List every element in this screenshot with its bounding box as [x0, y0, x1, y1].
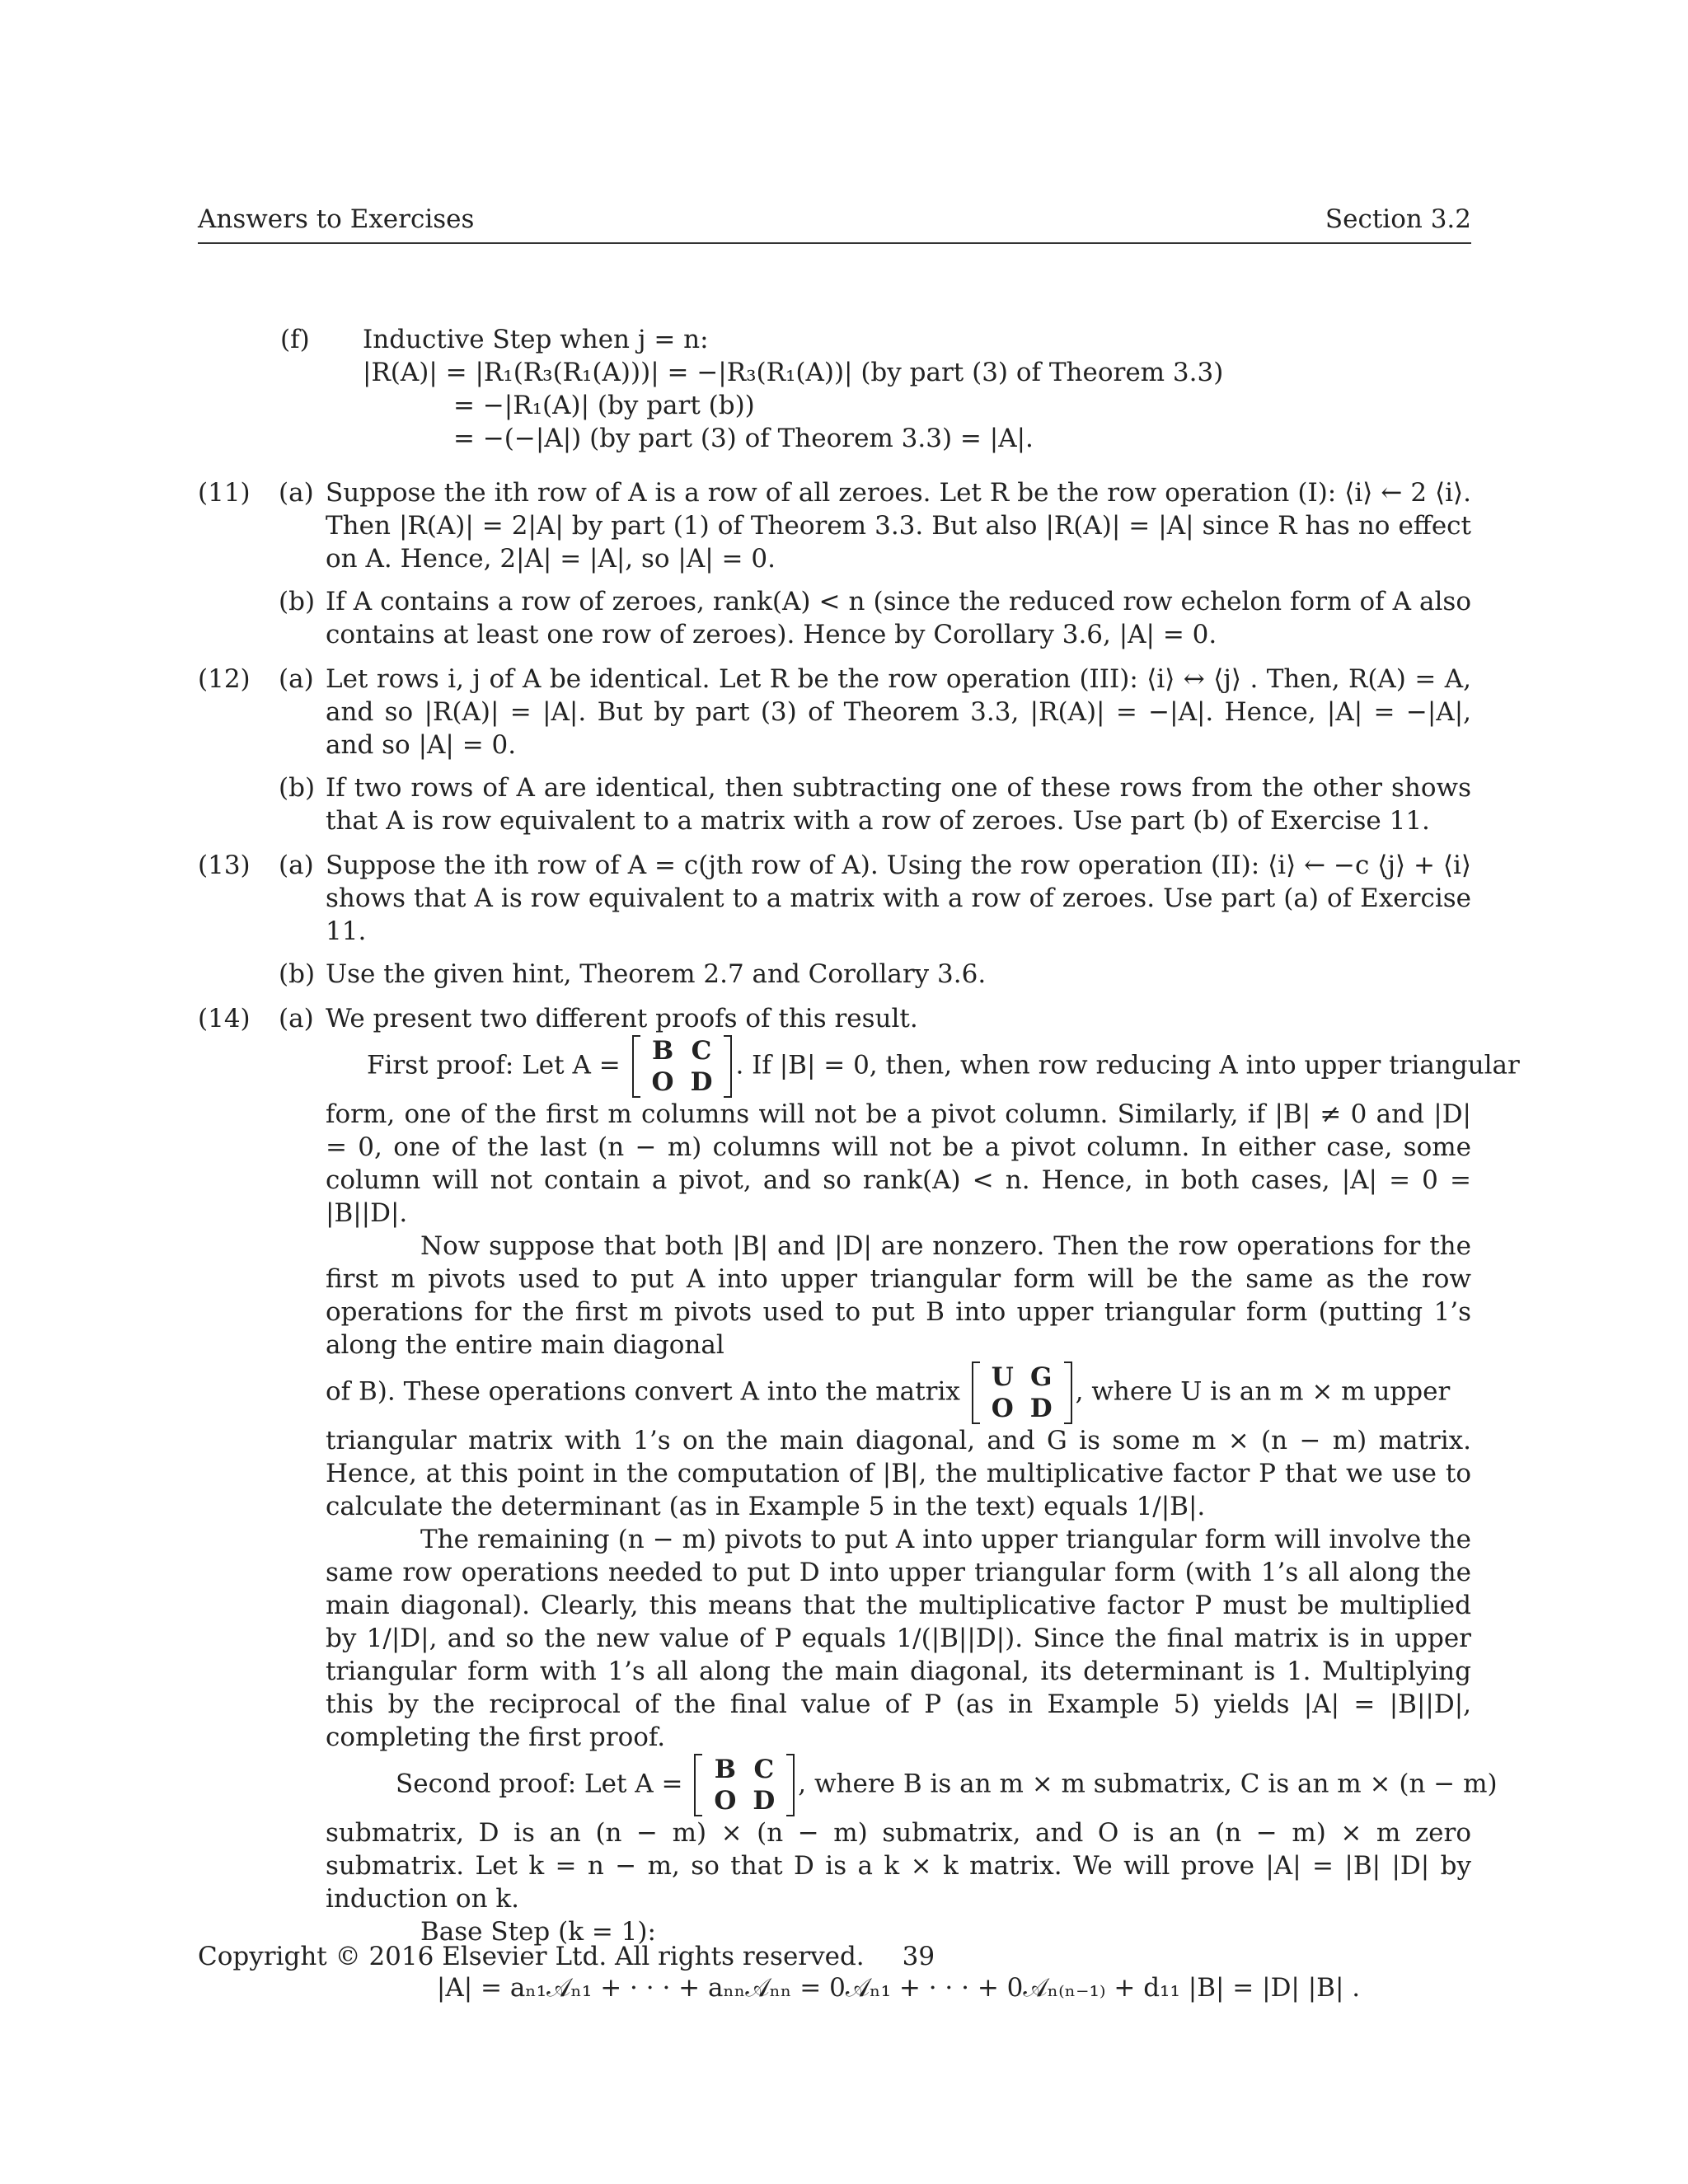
- matrix-entry: U: [991, 1362, 1014, 1392]
- matrix-entry: C: [691, 1036, 712, 1066]
- copyright-notice: Copyright © 2016 Elsevier Ltd. All rights reserved.: [198, 1942, 865, 1971]
- answers-content: [198, 323, 1520, 2014]
- f-line-4: = −(−|A|) (by part (3) of Theorem 3.3) = |A|.: [453, 424, 1034, 453]
- f-line-1: Inductive Step when j = n:: [363, 325, 709, 354]
- exercise-11-number: (11): [198, 478, 251, 508]
- exercise-13-part-b: [198, 958, 1471, 991]
- f-line-3: = −|R₁(A)| (by part (b)): [453, 391, 755, 420]
- matrix-entry: B: [714, 1755, 736, 1784]
- second-proof-lead-tail: , where B is an m × m submatrix, C is an m × (n − m): [798, 1769, 1498, 1799]
- exercise-13: [198, 849, 1471, 991]
- exercise-11-part-b: [198, 585, 1471, 651]
- convert-lead: of B). These operations convert A into the matrix: [326, 1376, 960, 1407]
- second-proof-text: submatrix, D is an (n − m) × (n − m) submatrix, and O is an (n − m) × m zero submatrix. Let k = n − m, so that D is a k × k matrix. We will prove |A| = |B| |D| by induction on k.: [326, 1818, 1471, 1914]
- matrix-entry: O: [651, 1067, 674, 1097]
- first-proof-opening: [326, 1035, 1520, 1098]
- exercise-12-part-b: [198, 771, 1471, 837]
- convert-matrix-line: [326, 1361, 1471, 1424]
- matrix-entry: O: [991, 1394, 1014, 1423]
- matrix-entry: G: [1029, 1362, 1053, 1392]
- exercise-14-number: (14): [198, 1004, 251, 1033]
- block-matrix-a: [632, 1035, 733, 1098]
- first-proof-nonzero-case: Now suppose that both |B| and |D| are nonzero. Then the row operations for the first m pivots used to put A into upper triangular form will be the same as the row operations for the first m pivots used to put B into upper triangular form (putting 1’s along the entire main diagonal: [326, 1231, 1471, 1360]
- matrix-entry: O: [714, 1786, 737, 1816]
- part-a-label: (a): [279, 664, 314, 694]
- part-a-label: (a): [279, 1004, 314, 1033]
- part-b-label: (b): [279, 587, 316, 616]
- exercise-11-b-text: If A contains a row of zeroes, rank(A) < n (since the reduced row echelon form of A also contains at least one row of zeroes). Hence by Corollary 3.6, |A| = 0.: [326, 587, 1471, 649]
- matrix-entry: D: [1029, 1394, 1053, 1423]
- block-matrix-ugod: [972, 1361, 1072, 1424]
- first-proof-text: form, one of the first m columns will not be a pivot column. Similarly, if |B| ≠ 0 and |D| = 0, one of the last (n − m) columns will not be a pivot column. In either case, some column will not contain a pivot, and so rank(A) < n. Hence, in both cases, |A| = 0 = |B||D|.: [326, 1099, 1471, 1228]
- page-number: 39: [902, 1942, 935, 1971]
- exercise-12-a-text: Let rows i, j of A be identical. Let R be the row operation (III): ⟨i⟩ ↔ ⟨j⟩ . Then, R(A) = A, and so |R(A)| = |A|. But by part (3) of Theorem 3.3, |R(A)| = −|A|. Hence, |A| = −|A|, and so |A| = 0.: [326, 664, 1471, 760]
- f-line-2: |R(A)| = |R₁(R₃(R₁(A)))| = −|R₃(R₁(A))| (by part (3) of Theorem 3.3): [363, 358, 1224, 387]
- page-footer: [198, 1942, 935, 1971]
- exercise-11: [198, 476, 1471, 651]
- matrix-entry: B: [651, 1036, 674, 1066]
- part-a-label: (a): [279, 478, 314, 508]
- part-a-label: (a): [279, 851, 314, 880]
- exercise-12-number: (12): [198, 664, 251, 694]
- exercise-12-b-text: If two rows of A are identical, then subtracting one of these rows from the other shows that A is row equivalent to a matrix with a row of zeroes. Use part (b) of Exercise 11.: [326, 773, 1471, 836]
- base-step-equation: |A| = aₙ₁𝒜ₙ₁ + · · · + aₙₙ𝒜ₙₙ = 0𝒜ₙ₁ + · · · + 0𝒜ₙ₍ₙ₋₁₎ + d₁₁ |B| = |D| |B| .: [436, 1973, 1361, 2003]
- first-proof-lead: First proof: Let A =: [367, 1050, 621, 1080]
- matrix-entry: D: [690, 1067, 713, 1097]
- part-f-label: (f): [280, 325, 310, 354]
- exercise-12: [198, 663, 1471, 837]
- matrix-entry: C: [753, 1755, 775, 1784]
- block-matrix-a-second: [694, 1754, 795, 1816]
- part-f: [198, 323, 1471, 455]
- header-left: Answers to Exercises: [198, 204, 475, 234]
- second-proof-lead: Second proof: Let A =: [396, 1769, 683, 1799]
- second-proof-opening: [326, 1754, 1498, 1816]
- base-step-heading: Base Step (k = 1):: [420, 1917, 656, 1947]
- running-header: [198, 204, 1471, 244]
- exercise-13-a-text: Suppose the ith row of A = c(jth row of A). Using the row operation (II): ⟨i⟩ ← −c ⟨j⟩ + ⟨i⟩ shows that A is row equivalent to a matrix with a row of zeroes. Use part (a) of Exercise 11.: [326, 851, 1471, 946]
- part-b-label: (b): [279, 959, 316, 989]
- first-proof-lead-tail: . If |B| = 0, then, when row reducing A into upper triangular: [735, 1050, 1520, 1080]
- exercise-14-part-a: [198, 1002, 1520, 2004]
- exercise-12-part-a: [198, 663, 1471, 762]
- exercise-11-a-text: Suppose the ith row of A is a row of all zeroes. Let R be the row operation (I): ⟨i⟩ ← 2 ⟨i⟩. Then |R(A)| = 2|A| by part (1) of Theorem 3.3. But also |R(A)| = |A| since R has no effect on A. Hence, 2|A| = |A|, so |A| = 0.: [326, 478, 1471, 574]
- part-b-label: (b): [279, 773, 316, 803]
- proof-intro: We present two different proofs of this result.: [326, 1004, 918, 1033]
- header-right: Section 3.2: [1325, 204, 1471, 234]
- exercise-14: [198, 1002, 1520, 2004]
- matrix-entry: D: [753, 1786, 776, 1816]
- first-proof-remaining-pivots: The remaining (n − m) pivots to put A into upper triangular form will involve the same row operations needed to put D into upper triangular form (with 1’s all along the main diagonal). Clearly, this means that the multiplicative factor P must be multiplied by 1/|D|, and so the new value of P equals 1/(|B||D|). Since the final matrix is in upper triangular form with 1’s all along the main diagonal, its determinant is 1. Multiplying this by the reciprocal of the final value of P (as in Example 5) yields |A| = |B||D|, completing the first proof.: [326, 1525, 1471, 1752]
- exercise-13-part-a: [198, 849, 1471, 948]
- exercise-11-part-a: [198, 476, 1471, 575]
- first-proof-continued: triangular matrix with 1’s on the main diagonal, and G is some m × (n − m) matrix. Hence, at this point in the computation of |B|, the multiplicative factor P that we use to calculate the determinant (as in Example 5 in the text) equals 1/|B|.: [326, 1426, 1471, 1521]
- exercise-13-number: (13): [198, 851, 251, 880]
- exercise-13-b-text: Use the given hint, Theorem 2.7 and Corollary 3.6.: [326, 959, 987, 989]
- convert-tail: , where U is an m × m upper: [1075, 1376, 1451, 1407]
